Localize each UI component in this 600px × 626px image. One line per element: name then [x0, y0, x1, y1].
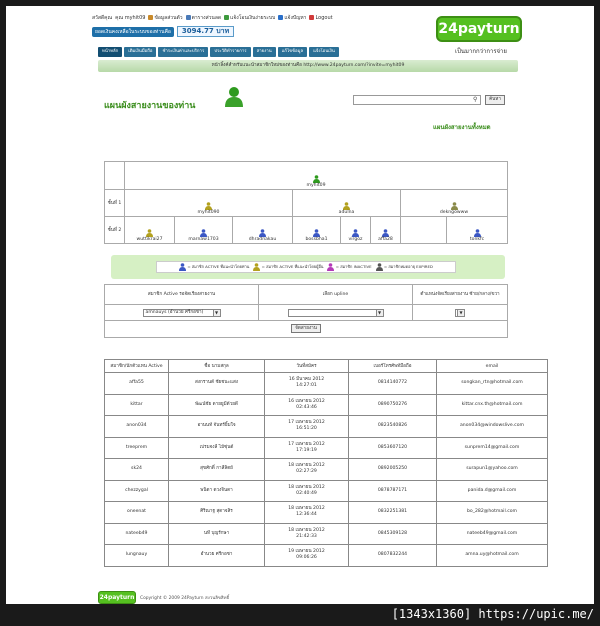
nav-billpay[interactable]: ชำระเงินค่าและบริการ: [158, 47, 208, 57]
tree-node-label: myhit090: [197, 210, 220, 215]
member-blue-icon: [259, 229, 266, 237]
cell-fullname: พัฒน์ชัย ดายยูมีด้วยดี: [169, 394, 265, 416]
cell-joined: 17 เมษายน 2012 17:19:19: [265, 437, 349, 459]
col-header-position: ตำแหน่งจัดเรียงสายงาน ซ้าย/กลาง/ขวา: [413, 285, 508, 305]
search-icon[interactable]: ⚲: [473, 96, 478, 103]
cell-username: treeprem: [105, 437, 169, 459]
copyright-text: Copyright © 2009 24Payturn สงวนลิขสิทธิ์: [140, 596, 230, 601]
tree-root-label: myhit09: [306, 183, 326, 188]
footer: [98, 591, 229, 604]
tree-node[interactable]: [371, 217, 401, 244]
tree-node-label: affa28: [378, 237, 393, 242]
member-yellow-icon: [205, 202, 212, 210]
cell-username: chezzygal: [105, 480, 169, 502]
member-yellow-icon: [343, 202, 350, 210]
nav-network[interactable]: สายงาน: [253, 47, 276, 57]
cell-email: songkan_rtn@hotmail.com: [437, 373, 548, 395]
credit-label: ยอดเงินคงเหลือในระบบของท่านคือ: [92, 27, 174, 37]
brand-logo[interactable]: 24payturn: [436, 16, 522, 42]
cell-joined: 18 เมษายน 2012 12:36:44: [265, 502, 349, 524]
member-select[interactable]: amnauys (อำนวย ศรีกอชา) ▼: [143, 309, 221, 317]
status-legend: [111, 255, 505, 279]
tree-node-empty: [401, 217, 447, 244]
username-link[interactable]: คุณ myhit09: [115, 15, 146, 21]
tree-node-label: wuttikrai27: [136, 237, 163, 242]
cell-joined: 16 เมษายน 2012 02:43:46: [265, 394, 349, 416]
credit-amount: 3094.77 บาท: [177, 26, 234, 37]
cell-phone: 0807832244: [349, 545, 437, 567]
member-yellow-icon: [146, 229, 153, 237]
member-grey-icon: [451, 202, 458, 210]
member-yellow-icon: [253, 263, 260, 271]
cell-phone: 0823540826: [349, 416, 437, 438]
cell-email: surapun1@yahoo.com: [437, 459, 548, 481]
cell-email: bo_282@hotmail.com: [437, 502, 548, 524]
cell-fullname: สงกรานต์ ชัยชนะแสง: [169, 373, 265, 395]
tree-node[interactable]: [125, 190, 293, 217]
cell-email: kittar.cnx.th@hotmail.com: [437, 394, 548, 416]
member-blue-icon: [352, 229, 359, 237]
tree-node-label: dekngowww: [439, 210, 469, 215]
members-col-phone: เบอร์โทรศัพท์มือถือ: [349, 360, 437, 373]
member-blue-icon: [474, 229, 481, 237]
help-link[interactable]: แจ้งปัญหา: [278, 14, 306, 22]
tree-node-label: bossbha1: [305, 237, 328, 242]
arrange-network-form: [104, 284, 508, 338]
active-members-table: [104, 359, 548, 567]
all-network-link[interactable]: แผนผังสายงานทั้งหมด: [433, 124, 491, 131]
cell-fullname: พนิดา ดวงจินดา: [169, 480, 265, 502]
level-2-label: ชั้นที่ 2: [105, 217, 125, 244]
cell-email: nateeb49@gmail.com: [437, 523, 548, 545]
member-blue-icon: [179, 263, 186, 271]
members-col-joined: วันที่สมัคร: [265, 360, 349, 373]
cell-username: affa55: [105, 373, 169, 395]
cell-joined: 18 เมษายน 2012 21:42:33: [265, 523, 349, 545]
upline-select[interactable]: [288, 309, 384, 317]
cell-joined: 18 เมษายน 2012 02:40:49: [265, 480, 349, 502]
cell-phone: 0853607120: [349, 437, 437, 459]
footer-logo[interactable]: 24payturn: [98, 591, 136, 604]
cell-phone: 0892005250: [349, 459, 437, 481]
cell-fullname: สุขศักดิ์ กาสีลิตย์: [169, 459, 265, 481]
cell-username: anon034: [105, 416, 169, 438]
table-row[interactable]: [105, 416, 548, 438]
member-blue-icon: [382, 229, 389, 237]
member-green-icon: [313, 175, 320, 183]
cell-phone: 0814140772: [349, 373, 437, 395]
nav-topup[interactable]: เติมเงินมือถือ: [124, 47, 156, 57]
cell-fullname: อานนท์ จันทร์ยิ้มใจ: [169, 416, 265, 438]
table-row[interactable]: [105, 502, 548, 524]
cell-joined: 19 เมษายน 2012 09:06:26: [265, 545, 349, 567]
tree-root-node[interactable]: [125, 162, 508, 190]
chevron-down-icon: ▼: [376, 310, 383, 316]
tree-node-label: dhradnakau: [248, 237, 277, 242]
profile-link[interactable]: ข้อมูลส่วนตัว: [148, 14, 182, 22]
network-tree: [104, 161, 508, 244]
table-row[interactable]: [105, 545, 548, 567]
cell-joined: 18 เมษายน 2012 02:27:29: [265, 459, 349, 481]
nav-edit-profile[interactable]: แก้ไขข้อมูล: [278, 47, 307, 57]
tree-node-label: marnaw1703: [188, 237, 219, 242]
tree-node-label: tonkfc: [469, 237, 485, 242]
members-col-name: ชื่อ นามสกุล: [169, 360, 265, 373]
cell-username: sk24: [105, 459, 169, 481]
credit-balance: [92, 26, 234, 37]
cell-fullname: อำนวย ศรีกอชา: [169, 545, 265, 567]
tree-node-label: virgoz: [348, 237, 363, 242]
tree-node[interactable]: [293, 190, 401, 217]
image-watermark: [1343x1360] https://upic.me/: [391, 607, 594, 621]
cell-fullname: ศิริณาฐ สุดาจสิร: [169, 502, 265, 524]
referral-link-bar[interactable]: หน้าลิ้งค์สำหรับแนะนำสมาชิกใหม่ของท่านคือ http://www.24payturn.com/?invite=myhit09: [98, 60, 518, 72]
cell-email: anon034@windowslive.com: [437, 416, 548, 438]
member-blue-icon: [200, 229, 207, 237]
members-col-email: email: [437, 360, 548, 373]
tree-node-label: adulna: [338, 210, 355, 215]
cell-joined: 17 เมษายน 2012 16:51:20: [265, 416, 349, 438]
main-nav: [98, 47, 339, 57]
tree-node[interactable]: [175, 217, 233, 244]
member-grey-icon: [376, 263, 383, 271]
search-input[interactable]: [353, 95, 481, 105]
tree-node[interactable]: [447, 217, 508, 244]
legend-item: = สมาชิกหมดอายุ EXPIRED: [376, 263, 433, 271]
discount-link[interactable]: ตารางส่วนลด: [186, 14, 222, 22]
cell-phone: 0890750276: [349, 394, 437, 416]
tree-node[interactable]: [293, 217, 341, 244]
cell-email: sunprem14@gmail.com: [437, 437, 548, 459]
arrange-submit-button[interactable]: จัดสายงาน: [291, 324, 321, 333]
tree-node[interactable]: [233, 217, 293, 244]
transfer-icon: [224, 15, 229, 20]
tree-node[interactable]: [341, 217, 371, 244]
table-row[interactable]: [105, 459, 548, 481]
table-row[interactable]: [105, 523, 548, 545]
cell-email: panida.d@gmail.com: [437, 480, 548, 502]
member-purple-icon: [327, 263, 334, 271]
cell-username: lungnauy: [105, 545, 169, 567]
members-col-username: สมาชิก/นักตัวแทน Active: [105, 360, 169, 373]
nav-notify-transfer[interactable]: แจ้งโอนเงิน: [309, 47, 339, 57]
nav-home[interactable]: หน้าหลัก: [98, 47, 122, 57]
logout-link[interactable]: Logout: [309, 15, 332, 21]
brand-tagline: เป็นมากกว่าการจ่าย: [455, 48, 507, 55]
legend-item: = สมาชิก ACTIVE ที่แนะนำโดยท่าน: [179, 263, 249, 271]
cell-username: kittar: [105, 394, 169, 416]
position-select[interactable]: [455, 309, 465, 317]
transfer-link[interactable]: แจ้งโอนเงินง่ายระบบ: [224, 14, 275, 22]
profile-icon: [148, 15, 153, 20]
help-icon: [278, 15, 283, 20]
cell-fullname: เปรมจงลี ไม้ซุ่นต์: [169, 437, 265, 459]
legend-item: = สมาชิก INACTIVE: [327, 263, 371, 271]
cell-phone: 0878787171: [349, 480, 437, 502]
chevron-down-icon: ▼: [213, 310, 220, 316]
table-row[interactable]: [105, 394, 548, 416]
page-title: แผนผังสายงานของท่าน: [104, 101, 196, 111]
table-row[interactable]: [105, 373, 548, 395]
greeting: สวัสดีคุณ: [92, 15, 113, 21]
discount-icon: [186, 15, 191, 20]
network-person-icon: [224, 86, 244, 108]
cell-phone: 0845309128: [349, 523, 437, 545]
cell-joined: 16 มีนาคม 2012 14:27:01: [265, 373, 349, 395]
table-row[interactable]: [105, 437, 548, 459]
tree-node[interactable]: [125, 217, 175, 244]
search-button[interactable]: ค้นหา: [485, 95, 505, 105]
member-blue-icon: [313, 229, 320, 237]
cell-username: nateeb49: [105, 523, 169, 545]
page-frame: [6, 6, 594, 604]
cell-username: oneenat: [105, 502, 169, 524]
cell-email: amna.uy@hotmail.com: [437, 545, 548, 567]
cell-phone: 0832251381: [349, 502, 437, 524]
col-header-upline: เลือก upline: [259, 285, 413, 305]
level-1-label: ชั้นที่ 1: [105, 190, 125, 217]
tree-node[interactable]: [401, 190, 508, 217]
nav-history[interactable]: ประวัติทำรายการ: [210, 47, 250, 57]
logout-icon: [309, 15, 314, 20]
col-header-active-members: สมาชิก Active รอจัดเรียงสายงาน: [105, 285, 259, 305]
cell-fullname: นที บุญรักษา: [169, 523, 265, 545]
legend-item: = สมาชิก ACTIVE ที่แนะนำโดยผู้อื่น: [253, 263, 323, 271]
table-row[interactable]: [105, 480, 548, 502]
chevron-down-icon: ▼: [457, 310, 464, 316]
